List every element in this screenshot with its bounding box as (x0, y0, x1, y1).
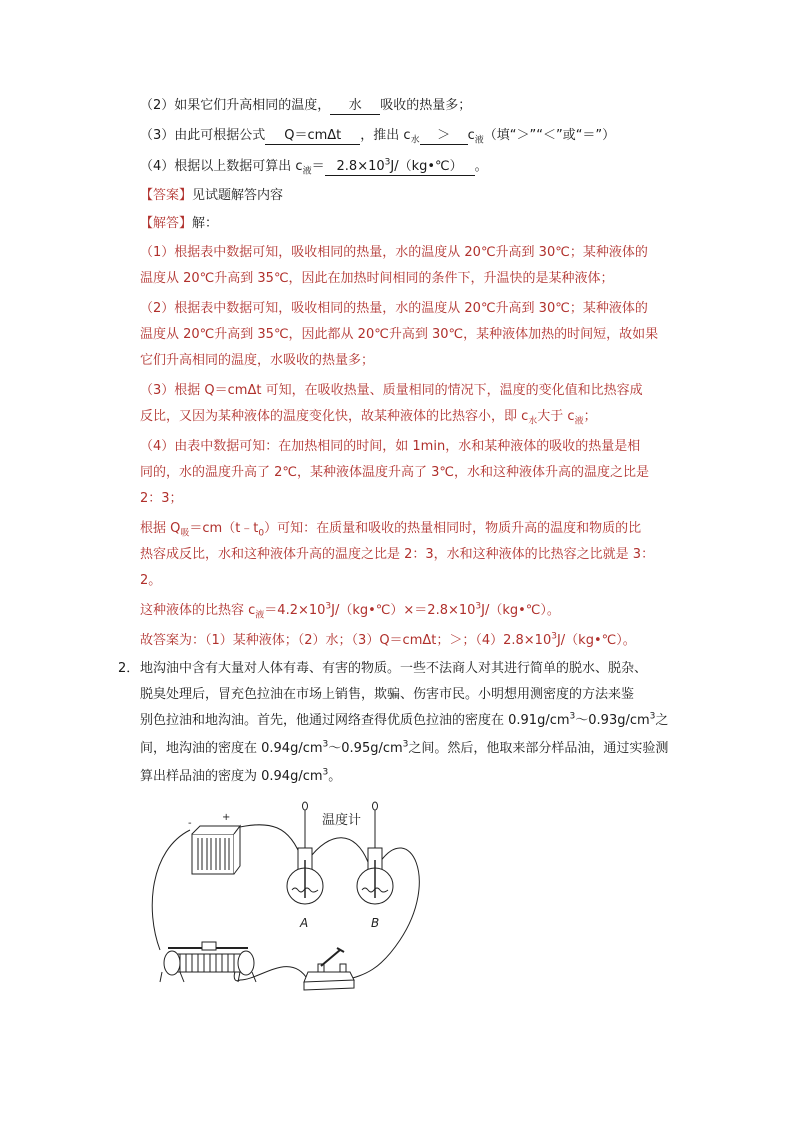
text: 大于 c (537, 409, 575, 424)
superscript: 3 (569, 711, 576, 722)
text: c (467, 128, 475, 143)
flask-a-icon (287, 802, 323, 904)
answer-blank: 水 (330, 98, 380, 115)
text: ＝cm（t﹣t (189, 521, 259, 536)
text: 吸收的热量多； (380, 98, 472, 113)
text: ＝4.2×10 (264, 603, 326, 618)
solution-p2-line-1: （2）根据表中数据可知，吸收相同的热量，水的温度从 20℃升高到 30℃；某种液体的 (140, 301, 648, 316)
question-2-number: 2． (118, 661, 140, 676)
solution-p3-line-2 (140, 408, 597, 426)
text: J/（kg•℃）。 (481, 603, 560, 618)
answer-tag: 【答案】 (140, 188, 193, 203)
solution-p4-line-3: 2：3； (140, 491, 183, 506)
text: ～0.95g/cm (328, 741, 403, 756)
flask-a-label: A (300, 916, 309, 930)
question-2-line-3 (140, 712, 668, 730)
solution-p3-line-1: （3）根据 Q＝cmΔt 可知，在吸收热量、质量相同的情况下，温度的变化值和比热容成 (140, 383, 643, 398)
solution-p5-line-2: 热容成反比，水和这种液体升高的温度之比是 2：3，水和这种液体的比热容之比就是 3： (140, 547, 655, 562)
solution-p4-line-2: 同的，水的温度升高了 2℃，某种液体温度升高了 3℃，水和这种液体升高的温度之比是 (140, 465, 650, 480)
text: （4）根据以上数据可算出 c (140, 159, 303, 174)
subscript: 液 (255, 610, 265, 621)
switch-icon (304, 948, 354, 990)
superscript: 3 (402, 739, 409, 750)
subscript: 水 (528, 416, 538, 427)
solution-p5-line-3: 2。 (140, 573, 162, 588)
solution-tag: 【解答】 (140, 216, 193, 231)
question-2-line-1: 地沟油中含有大量对人体有毒、有害的物质。一些不法商人对其进行简单的脱水、脱杂、 (140, 661, 648, 676)
text: 。 (474, 159, 488, 174)
text: ＝ (311, 159, 325, 174)
solution-p2-line-2: 温度从 20℃升高到 35℃，因此都从 20℃升高到 30℃，某种液体加热的时间短，故如果 (140, 327, 659, 342)
value-blank (325, 159, 475, 176)
subscript: 液 (574, 416, 584, 427)
text: 间，地沟油的密度在 0.94g/cm (140, 741, 323, 756)
question-2-line-4 (140, 740, 668, 758)
solution-p1-line-2: 温度从 20℃升高到 35℃，因此在加热时间相同的条件下，升温快的是某种液体； (140, 271, 614, 286)
circuit-diagram (140, 800, 430, 1000)
subscript: 液 (302, 166, 312, 177)
superscript: 3 (551, 631, 557, 642)
superscript: 3 (649, 711, 656, 722)
text: （3）由此可根据公式 (140, 128, 266, 143)
solution-header (140, 215, 218, 233)
superscript: 3 (322, 767, 329, 778)
text: 这种液体的比热容 c (140, 603, 256, 618)
text: 算出样品油的密度为 0.94g/cm (140, 769, 323, 784)
text: 别色拉油和地沟油。首先，他通过网络查得优质色拉油的密度在 0.91g/cm (140, 713, 570, 728)
subscript: 水 (410, 135, 420, 146)
unit: J/（kg•℃） (390, 159, 463, 174)
text: 故答案为：（1）某种液体；（2）水；（3）Q＝cmΔt；＞；（4）2.8×10 (140, 633, 552, 648)
solution-final-line (140, 632, 636, 650)
subscript: 吸 (180, 528, 190, 539)
question-line-3 (140, 127, 615, 145)
thermometer-label: 温度计 (322, 813, 362, 828)
rheostat-icon (160, 942, 256, 982)
compare-blank: ＞ (420, 128, 468, 145)
subscript: 0 (258, 528, 265, 539)
wire (152, 830, 190, 950)
question-2-line-5 (140, 768, 341, 786)
question-line-4 (140, 158, 488, 176)
battery-plus: + (222, 812, 231, 823)
superscript: 3 (475, 601, 482, 612)
text: （2）如果它们升高相同的温度， (140, 98, 331, 113)
battery-minus: - (188, 818, 192, 829)
text: 反比，又因为某种液体的温度变化快，故某种液体的比热容小，即 c (140, 409, 529, 424)
text: （填“＞”“＜”或“＝”） (483, 128, 616, 143)
text: J/（kg•℃）。 (556, 633, 636, 648)
solution-p5-line-1 (140, 520, 641, 538)
text: 根据 Q (140, 521, 181, 536)
subscript: 液 (474, 135, 484, 146)
text: 之 (655, 713, 669, 728)
solution-p1-line-1: （1）根据表中数据可知，吸收相同的热量，水的温度从 20℃升高到 30℃；某种液体的 (140, 245, 648, 260)
battery-icon (192, 826, 240, 874)
value: 2.8×10 (336, 159, 385, 174)
wire (235, 825, 302, 860)
text: 之间。然后，他取来部分样品油，通过实验测 (408, 741, 669, 756)
text: J/（kg•℃）×＝2.8×10 (331, 603, 476, 618)
superscript: 3 (384, 157, 391, 168)
solution-p2-line-3: 它们升高相同的温度，水吸收的热量多； (140, 353, 375, 368)
solution-p6-line (140, 602, 560, 620)
answer-line (140, 187, 283, 205)
answer-text: 见试题解答内容 (192, 188, 284, 203)
text: ）可知：在质量和吸收的热量相同时，物质升高的温度和物质的比 (264, 521, 642, 536)
text: ； (583, 409, 597, 424)
text: 。 (328, 769, 342, 784)
superscript: 3 (325, 601, 332, 612)
solution-intro: 解： (192, 216, 219, 231)
wire (308, 838, 368, 862)
question-2-line-2: 脱臭处理后，冒充色拉油在市场上销售，欺骗、伤害市民。小明想用测密度的方法来鉴 (140, 687, 635, 702)
solution-p4-line-1: （4）由表中数据可知：在加热相同的时间，如 1min，水和某种液体的吸收的热量是相 (140, 439, 641, 454)
formula-blank: Q＝cmΔt (265, 128, 360, 145)
text: ～0.93g/cm (575, 713, 650, 728)
flask-b-label: B (371, 916, 380, 930)
text: ，推出 c (360, 128, 411, 143)
question-line-2 (140, 97, 471, 115)
superscript: 3 (322, 739, 329, 750)
